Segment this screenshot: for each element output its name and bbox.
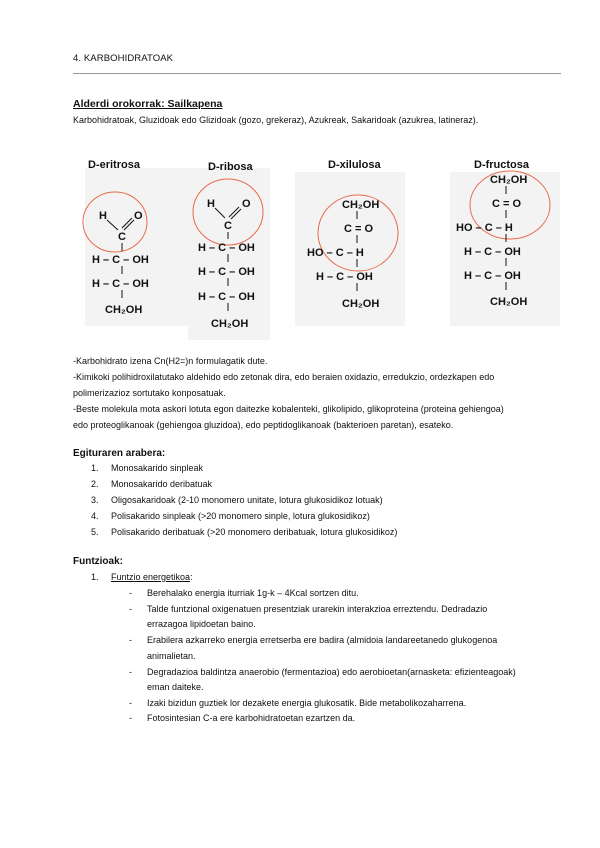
label-hcoh-2: H – C – OH <box>464 270 521 282</box>
list-item: Monosakarido deribatuak <box>111 479 213 489</box>
label-hcoh-2: H – C – OH <box>92 278 149 290</box>
carbohydrate-structures-figure <box>70 150 570 340</box>
label-c: C <box>118 231 126 243</box>
list-number: 1. <box>91 572 99 582</box>
bullet-text: Erabilera azkarreko energia erretserba ere badira (almidoia landareetanedo glukogenoa <box>147 635 498 645</box>
label-ch2oh-top: CH₂OH <box>342 199 380 211</box>
eritrosa-structure <box>83 192 149 316</box>
structure-drawings <box>70 150 570 340</box>
bullet-text-cont: eman daiteke. <box>147 682 204 692</box>
label-h: H <box>207 198 215 210</box>
molecule-name-eritrosa: D-eritrosa <box>88 159 140 171</box>
label-o: O <box>134 210 143 222</box>
bullet-text: Degradazioa baldintza anaerobio (fermentazioa) edo aerobioetan(arnasketa: efizienteagoak) <box>147 667 516 677</box>
label-ch2oh-top: CH₂OH <box>490 174 528 186</box>
list-number: 3. <box>91 495 99 505</box>
note-line: edo proteoglikanoak (gehiengoa gluzidoa), edo peptidoglikanoak (bakterioen paretan), esateko. <box>73 420 454 430</box>
list-number: 5. <box>91 527 99 537</box>
bullet-text: Izaki bizidun guztiek lor dezakete energia glukosatik. Bide metabolikozaharrena. <box>147 698 467 708</box>
label-ch2oh: CH₂OH <box>105 304 143 316</box>
list-number: 4. <box>91 511 99 521</box>
functions-list <box>73 572 563 742</box>
label-ch2oh-bottom: CH₂OH <box>490 296 528 308</box>
bullet-text: Fotosintesian C-a ere karbohidratoetan ezartzen da. <box>147 713 356 723</box>
note-line: -Beste molekula mota askori lotuta egon daitezke kobalenteki, glikolipido, glikoproteina (proteina gehiengoa) <box>73 404 504 414</box>
structure-title: Egituraren arabera: <box>73 448 166 459</box>
label-co: C = O <box>492 198 522 210</box>
list-number: 2. <box>91 479 99 489</box>
ribosa-structure <box>193 179 263 330</box>
label-ch2oh-bottom: CH₂OH <box>342 298 380 310</box>
label-hcoh-1: H – C – OH <box>92 254 149 266</box>
notes-block <box>73 353 563 433</box>
list-item: Polisakarido sinpleak (>20 monomero sinple, lotura glukosidikoz) <box>111 511 370 521</box>
functions-title: Funtzioak: <box>73 556 123 567</box>
label-hcoh-3: H – C – OH <box>198 291 255 303</box>
label-hoch: HO – C – H <box>307 247 364 259</box>
fructosa-structure <box>456 171 550 308</box>
list-item: Oligosakaridoak (2-10 monomero unitate, lotura glukosidikoz lotuak) <box>111 495 383 505</box>
label-ch2oh: CH₂OH <box>211 318 249 330</box>
header-divider <box>73 73 561 74</box>
label-c: C <box>224 220 232 232</box>
molecule-name-xilulosa: D-xilulosa <box>328 159 381 171</box>
bullet-dash: - <box>129 588 132 598</box>
bullet-dash: - <box>129 635 132 645</box>
molecule-name-ribosa: D-ribosa <box>208 161 253 173</box>
bullet-dash: - <box>129 667 132 677</box>
intro-text: Karbohidratoak, Gluzidoak edo Glizidoak (gozo, grekeraz), Azukreak, Sakaridoak (azukrea, latineraz). <box>73 115 479 125</box>
aldehyde-highlight-circle <box>83 192 147 252</box>
note-line: -Kimikoki polihidroxilatutako aldehido edo zetonak dira, edo beraien oxidazio, erredukzio, ordezkapen edo <box>73 372 495 382</box>
bullet-dash: - <box>129 713 132 723</box>
xilulosa-structure <box>307 195 398 310</box>
list-item: Monosakarido sinpleak <box>111 463 204 473</box>
list-number: 1. <box>91 463 99 473</box>
section-title: Alderdi orokorrak: Sailkapena <box>73 98 223 110</box>
list-item: Polisakarido deribatuak (>20 monomero deribatuak, lotura glukosidikoz) <box>111 527 398 537</box>
note-line: polimerizazioz sortutako konposatuak. <box>73 388 226 398</box>
label-hcoh-1: H – C – OH <box>464 246 521 258</box>
label-hoch: HO – C – H <box>456 222 513 234</box>
label-hcoh-1: H – C – OH <box>198 242 255 254</box>
label-co: C = O <box>344 223 374 235</box>
label-o: O <box>242 198 251 210</box>
bullet-text: Berehalako energia iturriak 1g-k – 4Kcal sortzen ditu. <box>147 588 359 598</box>
note-line: -Karbohidrato izena Cn(H2=)n formulagatik dute. <box>73 356 268 366</box>
bullet-dash: - <box>129 604 132 614</box>
bullet-dash: - <box>129 698 132 708</box>
molecule-name-fructosa: D-fructosa <box>474 159 530 171</box>
chapter-header: 4. KARBOHIDRATOAK <box>73 53 174 64</box>
label-h: H <box>99 210 107 222</box>
bullet-text: Talde funtzional oxigenatuen presentziak urarekin interakzioa erreztendu. Dedradazio <box>147 604 488 614</box>
label-hcoh-2: H – C – OH <box>198 266 255 278</box>
bullet-text-cont: animalietan. <box>147 651 196 661</box>
function-item-title: Funtzio energetikoa: <box>111 572 193 582</box>
bullet-text-cont: errazagoa lipidoetan baino. <box>147 619 256 629</box>
label-hcoh: H – C – OH <box>316 271 373 283</box>
